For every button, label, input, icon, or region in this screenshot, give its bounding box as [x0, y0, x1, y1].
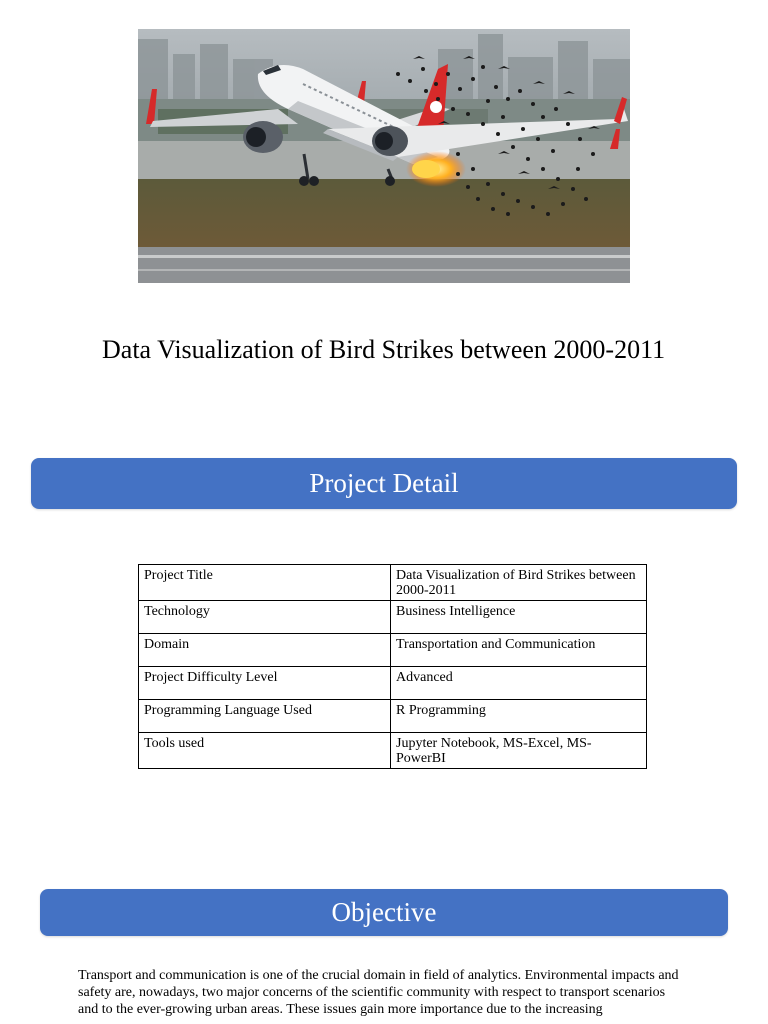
- row-key-project-title: Project Title: [139, 565, 391, 601]
- document-title: Data Visualization of Bird Strikes between 2000-2011: [102, 335, 666, 364]
- table-row: [139, 733, 647, 769]
- row-value-language: R Programming: [391, 700, 647, 733]
- project-detail-heading: Project Detail: [309, 468, 459, 498]
- objective-banner: [40, 889, 728, 936]
- objective-paragraph: Transport and communication is one of the crucial domain in field of analytics. Environmental impacts and safety are, nowadays, two major concerns of the scientific community with respect to transport scenarios and to the ever-growing urban areas. These issues gain more importance due to the increasing: [78, 968, 679, 1017]
- airplane-bird-strike-illustration: [138, 29, 630, 283]
- project-detail-banner: [31, 458, 737, 509]
- table-row: [139, 565, 647, 601]
- project-detail-table: [138, 564, 647, 769]
- row-value-difficulty: Advanced: [391, 667, 647, 700]
- table-row: [139, 634, 647, 667]
- table-row: [139, 667, 647, 700]
- row-value-tools: Jupyter Notebook, MS-Excel, MS-PowerBI: [391, 733, 647, 769]
- row-key-tools: Tools used: [139, 733, 391, 769]
- row-value-technology: Business Intelligence: [391, 601, 647, 634]
- row-key-difficulty: Project Difficulty Level: [139, 667, 391, 700]
- table-row: [139, 700, 647, 733]
- row-key-domain: Domain: [139, 634, 391, 667]
- hero-image: [138, 29, 630, 283]
- row-value-project-title: Data Visualization of Bird Strikes between 2000-2011: [391, 565, 647, 601]
- table-row: [139, 601, 647, 634]
- objective-heading: Objective: [331, 897, 437, 927]
- row-value-domain: Transportation and Communication: [391, 634, 647, 667]
- row-key-technology: Technology: [139, 601, 391, 634]
- row-key-language: Programming Language Used: [139, 700, 391, 733]
